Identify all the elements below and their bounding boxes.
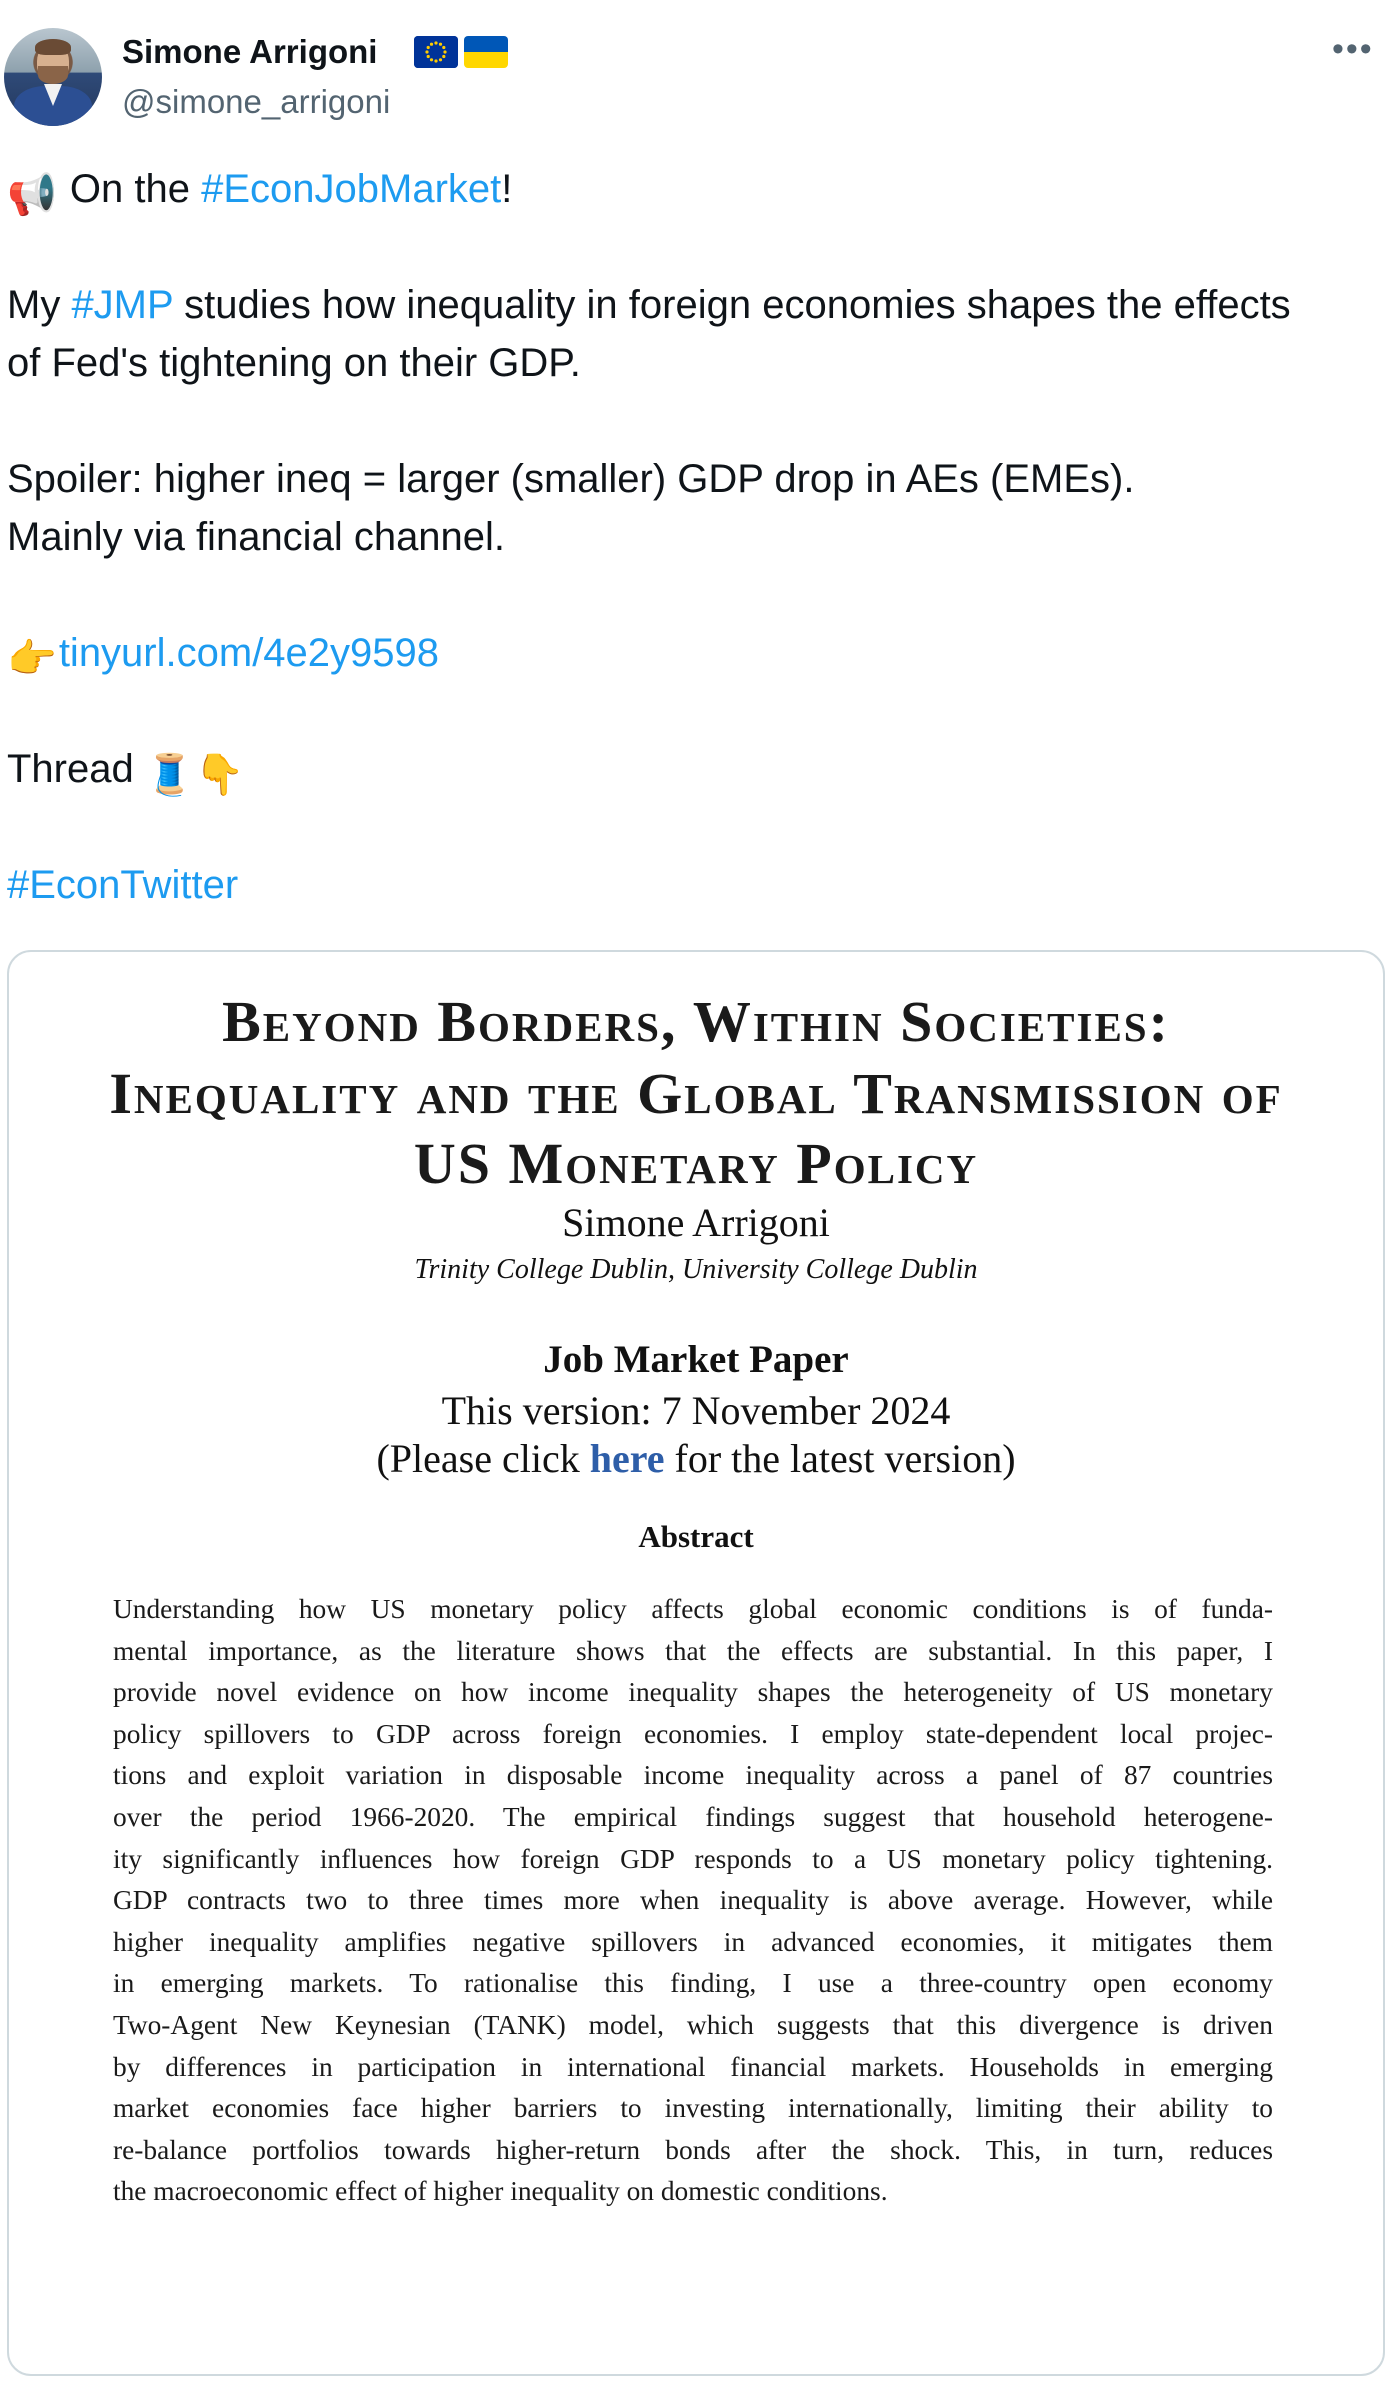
abstract-line: by differences in participation in international financial markets. Households in emerging: [113, 2051, 1273, 2082]
tweet-line: of Fed's tightening on their GDP.: [7, 341, 581, 385]
tweet-line: Mainly via financial channel.: [7, 515, 506, 559]
author-name[interactable]: Simone Arrigoni: [122, 33, 378, 70]
paper-latest-version-note: [9, 1435, 1383, 1483]
abstract-line: ity significantly influences how foreign GDP responds to a US monetary policy tightening.: [113, 1843, 1273, 1874]
paper-title-line: Inequality and the Global Transmission of: [109, 1061, 1283, 1126]
more-options-icon[interactable]: •••: [1332, 30, 1374, 68]
paper-author: Simone Arrigoni: [562, 1200, 830, 1245]
tweet-text-fragment: !: [501, 167, 513, 211]
avatar-hair-shape: [35, 39, 71, 55]
paper-affiliation: Trinity College Dublin, University College Dublin: [414, 1254, 978, 1285]
abstract-body: [113, 1589, 1273, 2213]
tweet-line: [7, 740, 1382, 798]
tweet-text: [7, 160, 1382, 914]
hashtag-jmp[interactable]: #JMP: [71, 283, 173, 327]
abstract-line: the macroeconomic effect of higher inequality on domestic conditions.: [113, 2176, 888, 2207]
tweet-text-fragment: My: [7, 283, 72, 327]
abstract-line: over the period 1966-2020. The empirical findings suggest that household heterogene-: [113, 1801, 1273, 1832]
abstract-line: provide novel evidence on how income inequality shapes the heterogeneity of US monetary: [113, 1677, 1273, 1708]
abstract-line: mental importance, as the literature shows that the effects are substantial. In this paper, I: [113, 1635, 1273, 1666]
paper-version: This version: 7 November 2024: [441, 1388, 951, 1433]
avatar-beard-shape: [38, 66, 68, 84]
tweet-line: [7, 624, 1382, 682]
abstract-line: higher inequality amplifies negative spillovers in advanced economies, it mitigates them: [113, 1926, 1273, 1957]
paper-title-line: Beyond Borders, Within Societies:: [222, 989, 1170, 1054]
paper-note-fragment: for the latest version): [664, 1436, 1016, 1481]
tweet-line: Spoiler: higher ineq = larger (smaller) GDP drop in AEs (EMEs).: [7, 457, 1135, 501]
abstract-line: in emerging markets. To rationalise this finding, I use a three-country open economy: [113, 1968, 1273, 1999]
thread-pointing-down-icon: 🧵👇: [144, 753, 245, 797]
ukraine-flag-icon: [464, 36, 508, 68]
avatar[interactable]: [4, 28, 102, 126]
tweet-text-fragment: Thread: [7, 747, 145, 791]
pointing-right-icon: 👉: [7, 637, 57, 681]
author-handle[interactable]: @simone_arrigoni: [122, 83, 391, 120]
paper-here-link: here: [589, 1436, 665, 1481]
author-flags: [414, 36, 508, 70]
eu-flag-icon: [414, 36, 458, 68]
abstract-line: policy spillovers to GDP across foreign economies. I employ state-dependent local projec-: [113, 1718, 1273, 1749]
media-card[interactable]: [7, 950, 1385, 2376]
abstract-line: market economies face higher barriers to investing internationally, limiting their ability to: [113, 2093, 1273, 2124]
tweet-text-fragment: studies how inequality in foreign economies shapes the effects: [172, 283, 1291, 327]
hashtag-econtwitter[interactable]: #EconTwitter: [7, 863, 239, 907]
paper-note-fragment: (Please click: [376, 1436, 590, 1481]
abstract-line: tions and exploit variation in disposable income inequality across a panel of 87 countries: [113, 1760, 1273, 1791]
paper-link[interactable]: tinyurl.com/4e2y9598: [58, 631, 440, 675]
megaphone-icon: 📢: [7, 173, 57, 217]
paper-title-line: US Monetary Policy: [413, 1131, 979, 1196]
paper-page-image: [9, 952, 1383, 2374]
tweet-line: [7, 856, 1382, 914]
abstract-line: GDP contracts two to three times more when inequality is above average. However, while: [113, 1885, 1273, 1916]
tweet-text-fragment: On the: [58, 167, 202, 211]
tweet-line: [7, 276, 1382, 334]
hashtag-econjobmarket[interactable]: #EconJobMarket: [201, 167, 502, 211]
abstract-line: Understanding how US monetary policy affects global economic conditions is of funda-: [113, 1594, 1273, 1624]
paper-type: Job Market Paper: [543, 1338, 849, 1381]
abstract-line: re-balance portfolios towards higher-return bonds after the shock. This, in turn, reduces: [113, 2134, 1273, 2165]
tweet-header: [0, 0, 1389, 140]
abstract-heading: Abstract: [638, 1519, 754, 1554]
abstract-line: Two-Agent New Keynesian (TANK) model, which suggests that this divergence is driven: [113, 2009, 1273, 2040]
tweet-line: [7, 160, 1382, 218]
